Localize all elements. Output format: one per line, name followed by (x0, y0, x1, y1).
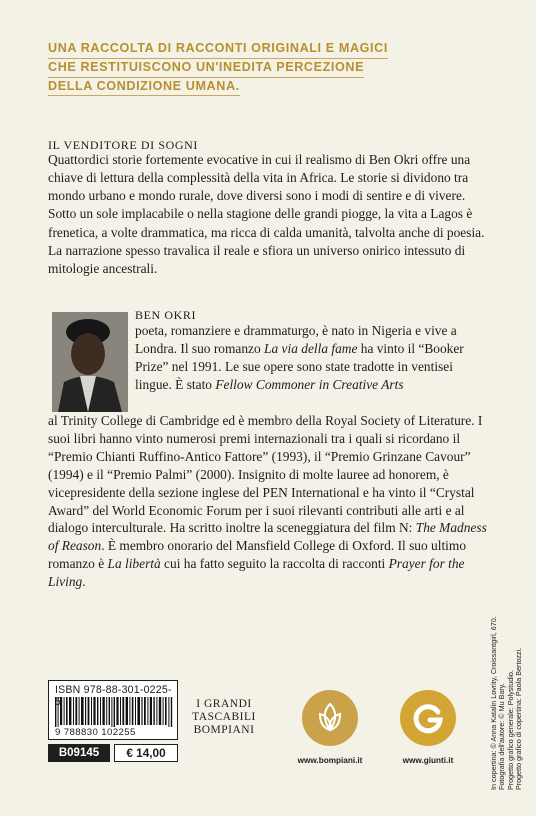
back-cover-footer (48, 680, 488, 776)
bio-text: . È membro onorario del Mansfield College di Oxford. Il suo ultimo romanzo è (48, 538, 467, 572)
bio-title: La libertà (107, 556, 161, 572)
credit-line: Progetto grafico di copertina: Paola Bertozzi. (514, 647, 524, 790)
giunti-logo-icon (400, 690, 456, 746)
author-portrait-icon (52, 312, 128, 412)
book-title: IL VENDITORE DI SOGNI (48, 138, 199, 152)
synopsis: Quattordici storie fortemente evocative in cui il realismo di Ben Okri offre una chiave di lettura della complessità della vita in Africa. Le storie si dividono tra mondo urbano e mondo rurale, dove diversi sono i modi di sentire e di vivere. Sotto un sole implacabile o nella stagione delle grandi piogge, la vita a Lagos è frenetica, a volte drammatica, ma ricca di calda umanità, talvolta anche di poesia. La narrazione spesso travalica il reale e sfiora un universo onirico intessuto di mitologie ancestrali. (48, 152, 485, 276)
bompiani-url: www.bompiani.it (297, 756, 363, 765)
cover-credits (490, 600, 536, 800)
author-photo (52, 312, 128, 412)
series-line: TASCABILI (192, 711, 256, 723)
giunti-url: www.giunti.it (402, 756, 454, 765)
barcode-number: 9 788830 102255 (55, 727, 136, 738)
bio-text: cui ha fatto seguito la raccolta di racconti (160, 556, 389, 572)
bompiani-logo-icon (302, 690, 358, 746)
bio-title: La via della fame (264, 340, 358, 356)
price: € 14,00 (114, 744, 178, 762)
credit-line: In copertina: © Anna Katalin Lovrity, Croissantgirl, 670. (489, 616, 498, 790)
barcode-icon (55, 697, 173, 727)
tagline-line: CHE RESTITUISCONO UN'INEDITA PERCEZIONE (48, 59, 364, 78)
tagline-line: UNA RACCOLTA DI RACCONTI ORIGINALI E MAGICI (48, 40, 388, 59)
tagline (48, 40, 388, 96)
isbn-box (48, 680, 178, 740)
isbn: ISBN 978-88-301-0225-5 (55, 684, 172, 708)
series-name (190, 698, 258, 737)
product-code: B09145 (48, 744, 110, 762)
bio-title: Prayer for the Living (48, 556, 465, 590)
credit-line: Progetto grafico generale: Polystudio. (505, 670, 515, 790)
bio-text: poeta, romanziere e drammaturgo, è nato in Nigeria e vive a Londra. Il suo romanzo (135, 323, 457, 356)
bio-title: The Madness of Reason (48, 520, 487, 554)
bio-text: al Trinity College di Cambridge ed è membro della Royal Society of Literature. I suoi libri hanno vinto numerosi premi internazionali tra i quali si ricordano il “Premio Chianti Ruffino-Antico Fattore” (1993), il “Premio Grinzane Cavour” (1994) e il “Premio Palmi” (2000). Insignito di molte lauree ad honorem, è vicepresidente della sezione inglese del PEN International e ha vinto il “Crystal Award” del World Economic Forum per i suoi rilevanti contributi alle arti e al dialogo interculturale. Ha scritto inoltre la sceneggiatura del film N: (48, 413, 483, 536)
tagline-line: DELLA CONDIZIONE UMANA. (48, 78, 240, 97)
author-name: BEN OKRI (135, 308, 197, 322)
bio-text: ha vinto il “Booker Prize” nel 1991. Le sue opere sono state tradotte in ventisei lingue. È stato (135, 340, 464, 392)
credit-line: Fotografia dell'autore: © Mu Bary. (497, 683, 507, 790)
series-line: I GRANDI (196, 698, 252, 710)
bio-text: . (82, 574, 86, 590)
author-bio-intro (135, 322, 480, 394)
author-bio (48, 412, 488, 591)
bio-title: Fellow Commoner in Creative Arts (215, 376, 404, 392)
series-line: BOMPIANI (193, 724, 255, 736)
